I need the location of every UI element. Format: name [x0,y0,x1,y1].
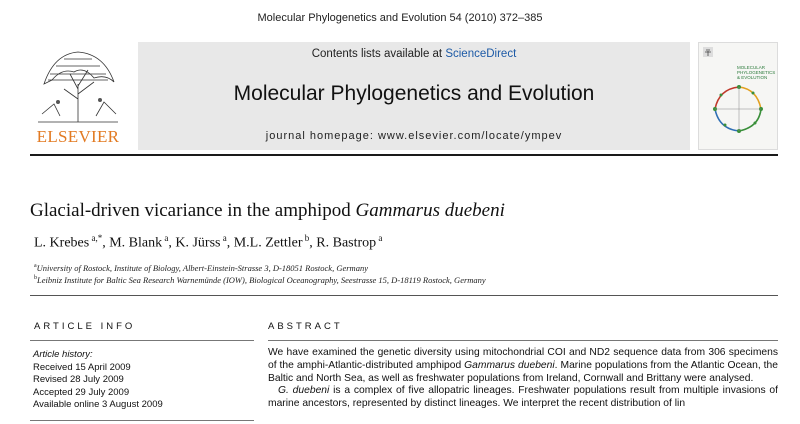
affiliation-marker: a [34,263,37,270]
elsevier-logo[interactable] [30,44,126,148]
journal-cover-thumbnail[interactable] [698,42,778,150]
affiliation-marker: b [34,275,37,282]
author-affil-marker: a [222,233,227,243]
author-name[interactable]: R. Bastrop [316,235,377,251]
species-name: G. duebeni [278,385,330,397]
sciencedirect-link[interactable]: ScienceDirect [445,48,517,60]
author-name[interactable]: M.L. Zettler [233,235,303,251]
abstract-heading: ABSTRACT [268,321,343,332]
affiliation [34,263,368,273]
elsevier-wordmark: ELSEVIER [36,127,120,146]
journal-citation: Molecular Phylogenetics and Evolution 54 (2010) 372–385 [257,12,543,24]
abstract-text: . Marine populations from the Atlantic Ocean, the Baltic and North Sea, as well as freshwater populations from Ireland, Cornwall and Brittany were analysed. [268,359,778,384]
header-rule [30,295,778,296]
article-history [33,349,163,412]
journal-title: Molecular Phylogenetics and Evolution [233,82,595,105]
elsevier-tree-icon [34,44,122,124]
journal-banner [138,42,690,150]
cover-title: MOLECULAR PHYLOGENETICS & EVOLUTION [737,65,776,80]
abstract-text: We have examined the genetic diversity using mitochondrial COI and ND2 sequence data from 306 specimens of the amphi-Atlantic-distributed amphipod [268,347,778,371]
abstract-paragraph [268,385,778,411]
article-title-main: Glacial-driven vicariance in the amphipod [30,200,356,221]
affiliation-text: University of Rostock, Institute of Biology, Albert-Einstein-Strasse 3, D-18051 Rostock, Germany [36,263,368,273]
history-accepted: Accepted 29 July 2009 [33,386,130,398]
contents-prefix: Contents lists available at [311,48,446,60]
author-affil-marker: b [304,233,310,243]
article-info-bottom-rule [30,420,254,421]
masthead-rule [30,154,778,156]
journal-homepage-link[interactable]: journal homepage: www.elsevier.com/locate/ympev [265,130,563,142]
article-title-species: Gammarus duebeni [355,200,505,221]
history-online: Available online 3 August 2009 [33,399,163,411]
author-affil-marker: a [378,233,383,243]
history-revised: Revised 28 July 2009 [33,374,124,386]
author-name[interactable]: K. Jürss [175,235,221,251]
author-list: L. Krebes $^{a,*}$, M. Blank $^a$, K. Jürss $^a$, M.L. Zettler $^b$, R. Bastrop $^a$ [34,233,383,251]
author-affil-marker: a [164,233,169,243]
affiliation [34,275,486,285]
species-name: Gammarus duebeni [464,359,555,371]
contents-line [138,48,690,60]
affiliation-text: Leibniz Institute for Baltic Sea Research Warnemünde (IOW), Biological Oceanography, Seestrasse 15, D-18119 Rostock, Germany [37,275,486,285]
abstract-text: is a complex of five allopatric lineages. Freshwater populations result from multiple invasions of marine ancestors, represented by distinct lineages. We interpret the recent distribution of lin [268,385,778,410]
author-affil-marker[interactable]: a,* [91,233,103,243]
abstract-paragraph [268,347,778,385]
article-info-rule [30,340,254,341]
article-info-heading: ARTICLE INFO [34,321,136,332]
elsevier-mini-logo-icon [703,47,713,57]
abstract-rule [268,340,778,341]
cover-art-icon [699,79,778,139]
author-name[interactable]: L. Krebes [34,235,90,251]
article-title [30,200,505,222]
history-received: Received 15 April 2009 [33,361,131,373]
author-name[interactable]: M. Blank [109,235,163,251]
abstract-body [268,347,778,411]
history-label: Article history: [33,349,93,360]
